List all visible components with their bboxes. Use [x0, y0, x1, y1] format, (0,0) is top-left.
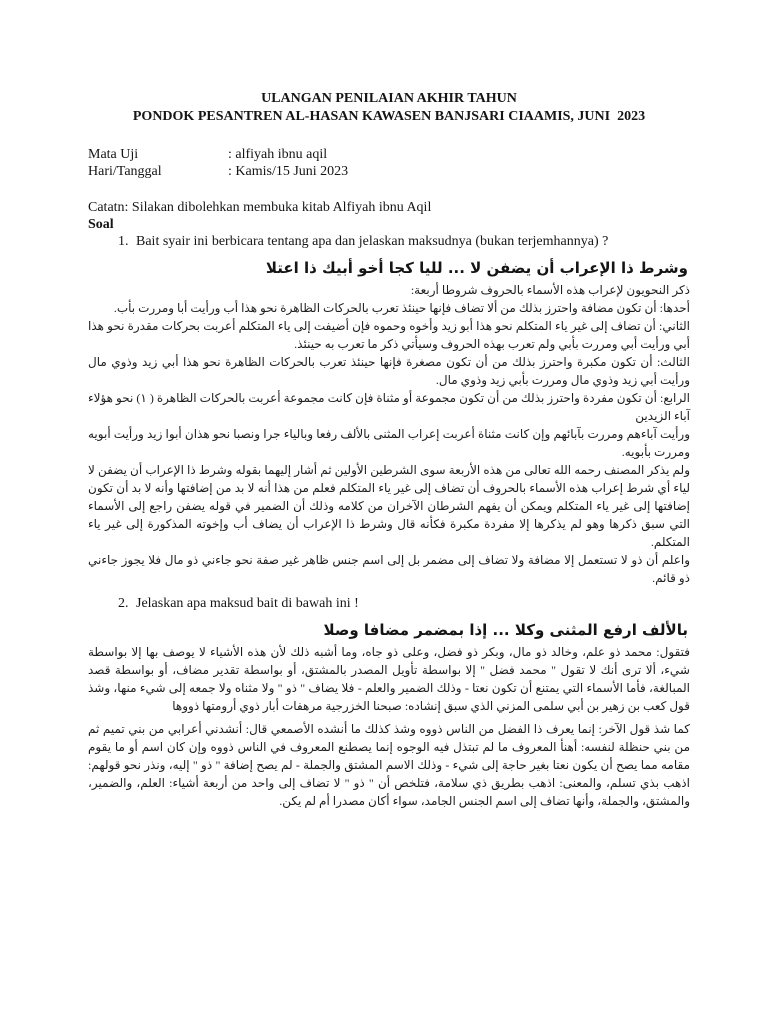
meta-value: : alfiyah ibnu aqil — [228, 147, 328, 162]
school-title: PONDOK PESANTREN AL-HASAN KAWASEN BANJSARI CIAAMIS, JUNI 2023 — [132, 109, 646, 124]
question-text: Bait syair ini berbicara tentang apa dan jelaskan maksudnya (bukan terjemhannya) ? — [136, 234, 609, 249]
arabic-paragraph: واعلم أن ذو لا تستعمل إلا مضافة ولا تضاف إلى مضمر بل إلى اسم جنس ظاهر غير صفة نحو جاءني ذو مال فلا يجوز جاءني ذو قائم. — [88, 553, 690, 585]
question-text: Jelaskan apa maksud bait di bawah ini ! — [136, 596, 359, 611]
meta-row-subject — [88, 146, 690, 163]
verse: بالألف ارفع المثنى وكلا ... إذا بمضمر مضافا وصلا — [323, 621, 688, 639]
soal-heading: Soal — [88, 217, 114, 232]
verse: وشرط ذا الإعراب أن يضفن لا ... لليا كجا أخو أبيك ذا اعتلا — [265, 259, 688, 277]
question-number: 2. — [118, 596, 129, 611]
question-2 — [88, 595, 690, 810]
question-prompt — [88, 595, 690, 612]
arabic-paragraph: كما شذ قول الآخر: إنما يعرف ذا الفضل من الناس ذووه وشذ كذلك ما أنشده الأصمعي قال: أنشدني أعرابي من بني تميم ثم من بني حنظلة لنفسه: أهنأ المعروف ما لم تبتذل فيه الوجوه إنما يصطنع المعروف في الناس ذووه وإن كان اسم أو ما يقوم مقامه مما يصح أن يكون نعتا بغير حاجة إلى شيء - وذلك الاسم المشتق والجملة - لم يصح إضافة " ذو " إليه، ونذر نحو قولهم: اذهب بذي تسلم، والمعنى: اذهب بطريق ذي سلامة، فتلخص أن " ذو " لا تضاف إلى واحد من أربعة أشياء: العلم، والضمير، والمشتق، والجملة، وأنها تضاف إلى اسم الجنس الجامد، سواء أكان مصدرا أم لم يكن. — [88, 722, 690, 808]
meta-value: : Kamis/15 Juni 2023 — [228, 164, 349, 179]
arabic-commentary — [88, 643, 690, 810]
meta-row-date — [88, 163, 690, 180]
meta-label: Mata Uji — [88, 147, 139, 162]
exam-note: Catatn: Silakan dibolehkan membuka kitab Alfiyah ibnu Aqil — [88, 200, 432, 215]
question-1 — [88, 233, 690, 587]
arabic-paragraph: الرابع: أن تكون مفردة واحترز بذلك من أن تكون مجموعة أو مثناة فإن كانت مجموعة أعربت بالحركات الظاهرة ( ١) نحو هؤلاء آباء الزيدين — [88, 391, 690, 423]
question-number: 1. — [118, 234, 129, 249]
meta-label: Hari/Tanggal — [88, 164, 162, 179]
arabic-paragraph: أحدها: أن تكون مضافة واحترز بذلك من ألا تضاف فإنها حينئذ تعرب بالحركات الظاهرة نحو هذا أب ورأيت أبا ومررت بأب. — [113, 301, 690, 315]
arabic-paragraph: فتقول: محمد ذو علم، وخالد ذو مال، وبكر ذو فضل، وعلى ذو جاه، وما أشبه ذلك لأن هذه الأشياء لا يوصف بها إلا بواسطة شيء، ألا ترى أنك لا تقول " محمد فضل " إلا بواسطة تأويل المصدر بالمشتق، أو بواسطة تقدير مضاف، أو بواسطة قصد المبالغة، فأما الأسماء التي يمتنع أن تكون نعتا - وذلك الضمير والعلم - فلا يضاف " ذو " ولا مثناه ولا جمعه إلى شيء منها، وشذ قول كعب بن زهير بن أبي سلمى المزني الذي سبق إنشاده: صبحنا الخزرجية مرهفات أبار ذوي أرومتها ذووها — [88, 645, 690, 713]
arabic-paragraph: ذكر النحويون لإعراب هذه الأسماء بالحروف شروطا أربعة: — [410, 283, 690, 297]
exam-meta — [88, 146, 690, 180]
question-prompt — [88, 233, 690, 250]
arabic-paragraph: الثاني: أن تضاف إلى غير ياء المتكلم نحو هذا أبو زيد وأخوه وحموه فإن أضيفت إلى ياء المتكلم أعربت بحركات مقدرة نحو هذا أبي ورأيت أبي ومررت بأبي ولم تعرب بهذه الحروف وسيأتي ذكر ما تعرب به حينئذ. — [88, 319, 690, 351]
arabic-paragraph: ورأيت آباءهم ومررت بآبائهم وإن كانت مثناة أعربت إعراب المثنى بالألف رفعا وبالياء جرا ونصبا نحو هذان أبوا زيد ورأيت أبويه ومررت بأبويه. — [88, 427, 690, 459]
arabic-paragraph: ولم يذكر المصنف رحمه الله تعالى من هذه الأربعة سوى الشرطين الأولين ثم أشار إليهما بقوله وشرط ذا الإعراب أن يضفن لا لياء أي شرط إعراب هذه الأسماء بالحروف أن تضاف إلى غير ياء المتكلم فعلم من هذا أنه لا بد من إضافتها وأنه لا بد أن تكون إضافتها إلى غير ياء المتكلم ويمكن أن يفهم الشرطان الآخران من كلامه وذلك أن الضمير في قوله يضفن راجع إلى الأسماء التي سبق ذكرها وهو لم يذكرها إلا مفردة مكبرة فكأنه قال وشرط ذا الإعراب أن يضاف أب وإخوته المذكورة إلى غير ياء المتكلم. — [88, 463, 690, 549]
exam-title: ULANGAN PENILAIAN AKHIR TAHUN — [261, 91, 517, 106]
arabic-commentary — [88, 281, 690, 587]
arabic-paragraph: الثالث: أن تكون مكبرة واحترز بذلك من أن تكون مصغرة فإنها حينئذ تعرب بالحركات الظاهرة نحو هذا أبي زيد وذوي مال ورأيت أبي زيد وذوي مال ومررت بأبي زيد وذوي مال. — [88, 355, 690, 387]
